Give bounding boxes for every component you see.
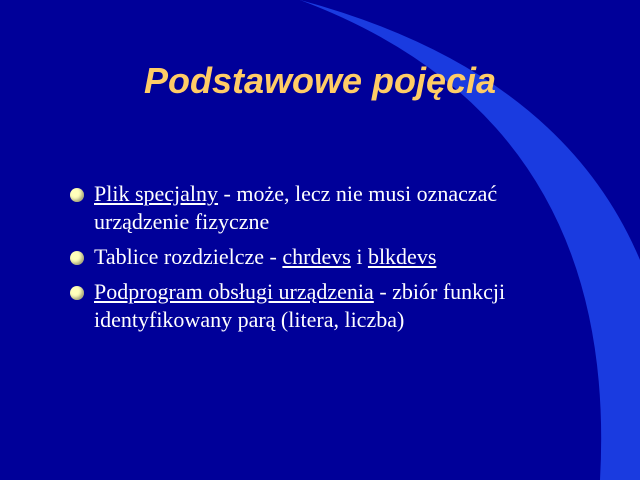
- bullet-icon: [70, 188, 84, 202]
- bullet-text: i: [350, 244, 368, 269]
- bullet-text: Tablice rozdzielcze -: [94, 244, 283, 269]
- bullet-icon: [70, 251, 84, 265]
- bullet-item: [0, 180, 564, 236]
- bullet-item: [0, 278, 564, 334]
- slide-title: Podstawowe pojęcia: [143, 60, 497, 101]
- bullet-item: [0, 243, 564, 271]
- link-chrdevs[interactable]: chrdevs: [282, 244, 351, 269]
- link-plik-specjalny[interactable]: Plik specjalny: [94, 181, 219, 206]
- link-blkdevs[interactable]: blkdevs: [367, 244, 437, 269]
- bullet-list: [0, 180, 564, 341]
- bullet-icon: [70, 286, 84, 300]
- bullet-text: - zbiór funkcji identyfikowany parą (litera, liczba): [94, 279, 506, 332]
- bullet-text: - może, lecz nie musi oznaczać urządzenie fizyczne: [94, 181, 498, 234]
- link-podprogram-obslugi[interactable]: Podprogram obsługi urządzenia: [94, 279, 374, 304]
